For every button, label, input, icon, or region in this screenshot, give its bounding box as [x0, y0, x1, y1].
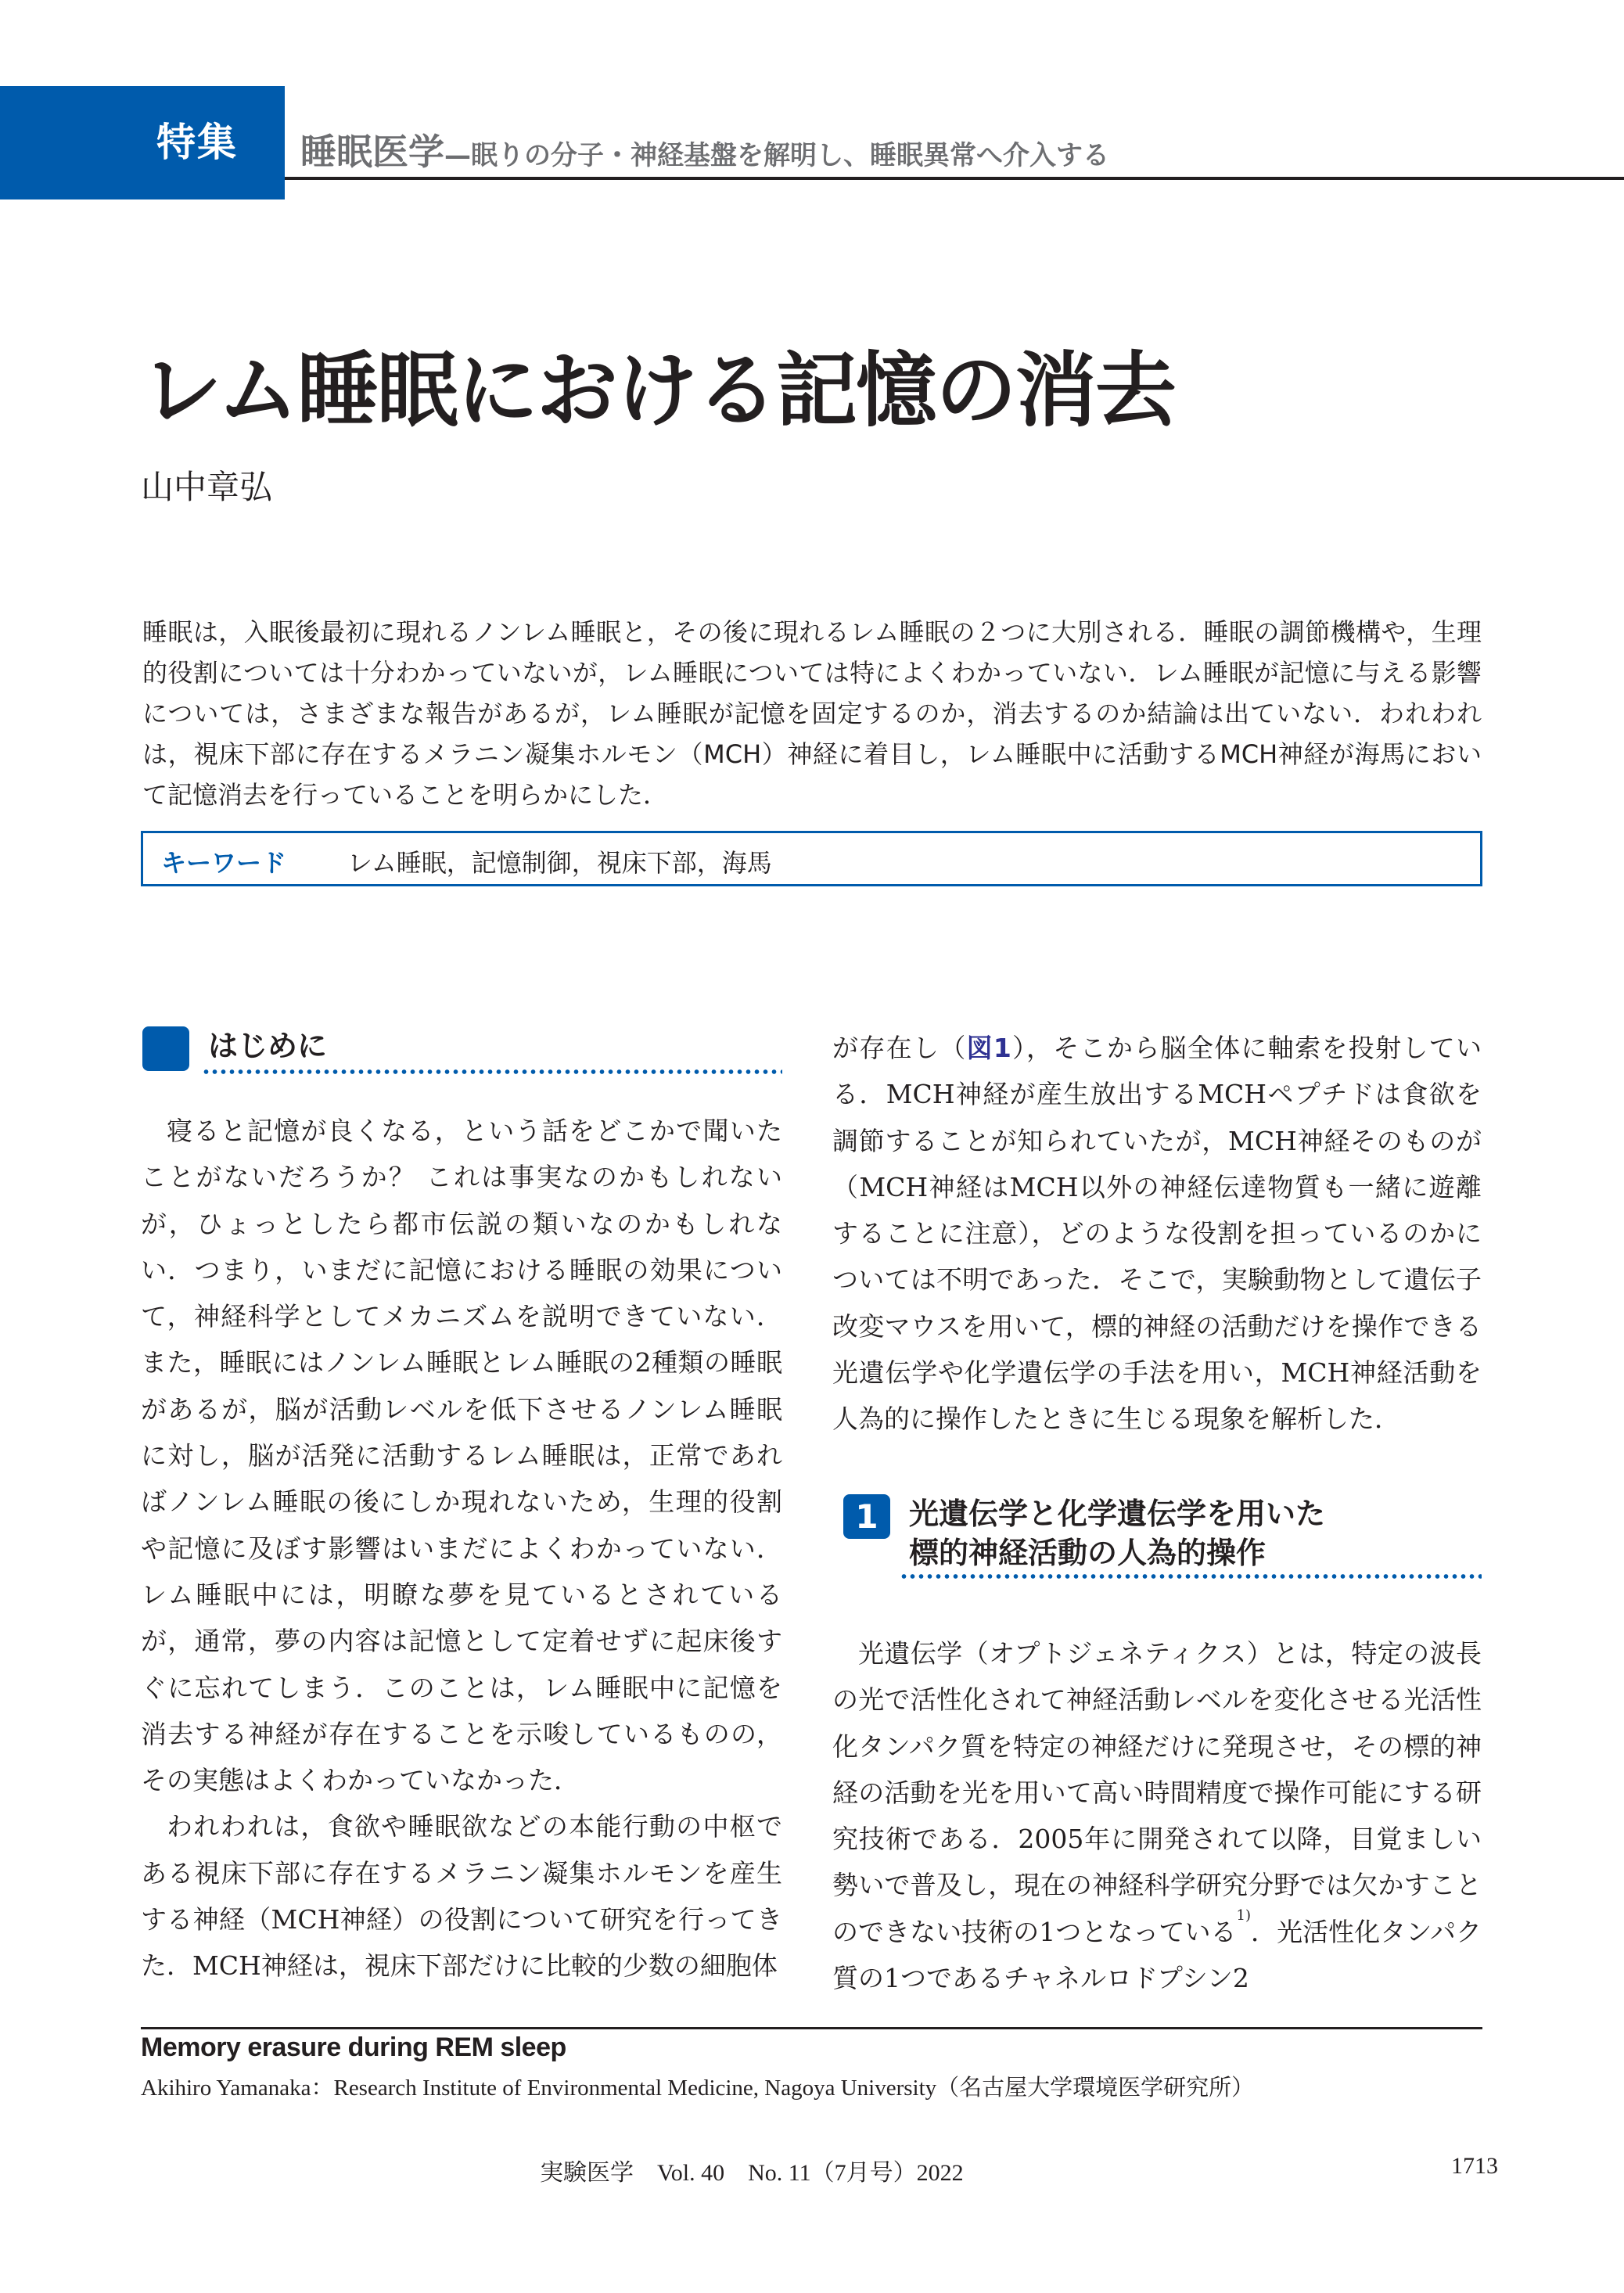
- keyword-label: キーワード: [161, 848, 287, 878]
- journal-citation: 実験医学 Vol. 40 No. 11（7月号）2022: [540, 2160, 964, 2186]
- series-title-main: 睡眠医学: [300, 131, 444, 173]
- section-heading-1: [843, 1494, 1325, 1572]
- author-name: 山中章弘: [141, 468, 273, 506]
- article-title: レム睡眠における記憶の消去: [141, 343, 1175, 438]
- section-number-badge: 1: [843, 1494, 890, 1539]
- keyword-list: レム睡眠，記憶制御，視床下部，海馬: [347, 848, 772, 878]
- series-title-subtitle: —眠りの分子・神経基盤を解明し、睡眠異常へ介入する: [444, 140, 1109, 171]
- paragraph: [832, 1630, 1482, 2001]
- english-title: Memory erasure during REM sleep: [141, 2032, 566, 2062]
- citation-link[interactable]: 1): [1236, 1907, 1251, 1924]
- series-title: [300, 124, 1109, 175]
- section-title: [909, 1494, 1325, 1572]
- left-column: [141, 1108, 782, 1989]
- figure-1-link[interactable]: 図1: [966, 1033, 1011, 1063]
- page-number: 1713: [1451, 2153, 1498, 2179]
- section-square-marker-icon: [142, 1026, 189, 1071]
- section-heading-intro: [142, 1026, 327, 1071]
- text-run: 光遺伝学（オプトジェネティクス）とは，特定の波長の光で活性化されて神経活動レベルを変化させる光活性化タンパク質を特定の神経だけに発現させ，その標的神経の活動を光を用いて高い時間精度で操作可能にする研究技術である．2005年に開発されて以降，目覚ましい勢いで普及し，現在の神経科学研究分野では欠かすことのできない技術の1つとなっている: [832, 1638, 1482, 1947]
- paragraph-continuation: [832, 1025, 1482, 1443]
- right-column-top: [832, 1025, 1482, 1443]
- header-rule: [285, 177, 1624, 180]
- text-run: ．光活性化タンパク質の1つであるチャネルロドプシン2: [832, 1916, 1482, 1994]
- text-run: ），そこから脳全体に軸索を投射している．MCH神経が産生放出するMCHペプチドは食欲を調節することが知られていたが，MCH神経そのものが（MCH神経はMCH以外の神経伝達物質も一緒に遊離することに注意），どのような役割を担っているのかについては不明であった．そこで，実験動物として遺伝子改変マウスを用いて，標的神経の活動だけを操作できる光遺伝学や化学遺伝学の手法を用い，MCH神経活動を人為的に操作したときに生じる現象を解析した．: [832, 1033, 1482, 1435]
- right-column-bottom: [832, 1630, 1482, 2001]
- dotted-rule: [900, 1574, 1482, 1579]
- author-affiliation: Akihiro Yamanaka：Research Institute of Environmental Medicine, Nagoya University（名古屋大学環境医学研究所）: [141, 2076, 1255, 2101]
- section-title-line: 標的神経活動の人為的操作: [909, 1536, 1267, 1570]
- footer-rule: [141, 2027, 1482, 2029]
- abstract: 睡眠は，入眠後最初に現れるノンレム睡眠と，その後に現れるレム睡眠の２つに大別される．睡眠の調節機構や，生理的役割については十分わかっていないが，レム睡眠については特によくわかっていない．レム睡眠が記憶に与える影響については，さまざまな報告があるが，レム睡眠が記憶を固定するのか，消去するのか結論は出ていない．われわれは，視床下部に存在するメラニン凝集ホルモン（MCH）神経に着目し，レム睡眠中に活動するMCH神経が海馬において記憶消去を行っていることを明らかにした．: [142, 617, 1482, 810]
- section-title: はじめに: [208, 1029, 328, 1063]
- text-run: が存在し（: [832, 1033, 967, 1063]
- section-title-line: 光遺伝学と化学遺伝学を用いた: [909, 1497, 1326, 1531]
- paragraph: われわれは，食欲や睡眠欲などの本能行動の中枢である視床下部に存在するメラニン凝集ホルモンを産生する神経（MCH神経）の役割について研究を行ってきた．MCH神経は，視床下部だけに比較的少数の細胞体: [141, 1811, 782, 1982]
- feature-tag: 特集: [0, 86, 285, 199]
- paragraph: 寝ると記憶が良くなる，という話をどこかで聞いたことがないだろうか？ これは事実なのかもしれないが，ひょっとしたら都市伝説の類いなのかもしれない．つまり，いまだに記憶における睡眠の効果について，神経科学としてメカニズムを説明できていない．また，睡眠にはノンレム睡眠とレム睡眠の2種類の睡眠があるが，脳が活動レベルを低下させるノンレム睡眠に対し，脳が活発に活動するレム睡眠は，正常であればノンレム睡眠の後にしか現れないため，生理的役割や記憶に及ぼす影響はいまだによくわかっていない．レム睡眠中には，明瞭な夢を見ているとされているが，通常，夢の内容は記憶として定着せずに起床後すぐに忘れてしまう．このことは，レム睡眠中に記憶を消去する神経が存在することを示唆しているものの，その実態はよくわかっていなかった．: [141, 1116, 782, 1796]
- dotted-rule: [202, 1069, 782, 1074]
- keyword-box: [141, 831, 1482, 886]
